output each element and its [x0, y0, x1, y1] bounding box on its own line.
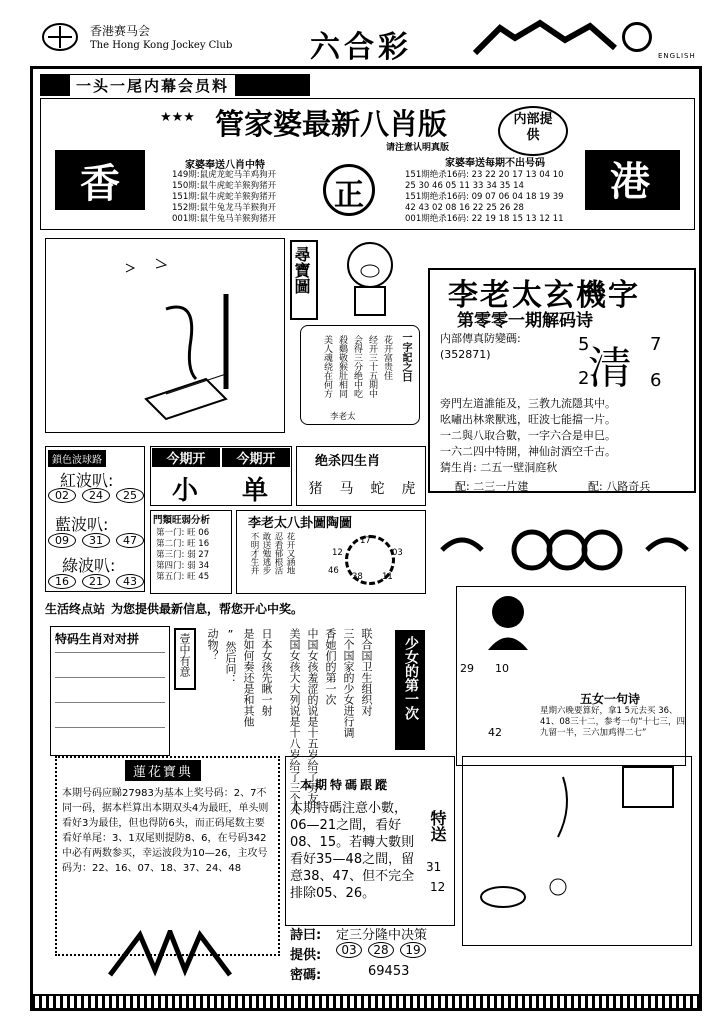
bagua-num: 17	[360, 536, 371, 546]
phone-label: 内部傳真防變碼:	[440, 332, 521, 345]
scroll-col: 殺鷄敬猴肚相同	[337, 335, 347, 398]
scroll-col: 经开三十五期中	[367, 335, 377, 398]
provide-ball: 03	[336, 942, 362, 958]
main-title: 管家婆最新八肖版	[215, 107, 448, 141]
story-col: 日本女孩先瞅一射	[260, 628, 273, 716]
track-text: 本期特碼注意小數，06—21之間，看好08、15。若轉大數則看好35—48之間，留意38、47、但不完全排除05、26。	[290, 801, 415, 901]
red-label: 紅波叭:	[60, 471, 114, 490]
big-char: 清	[588, 343, 632, 394]
wuxing-text: 星期六晚要算好，拿1 5元去买 36、41、08三十二，参考一句“十七三，四九留一半，三六加鸡得二七”	[540, 706, 686, 738]
green-ball: 16	[48, 574, 76, 589]
door-list	[156, 528, 230, 583]
life-bar	[45, 600, 430, 620]
provide-ball: 28	[368, 942, 394, 958]
door-title: 門類旺弱分析	[153, 515, 211, 526]
poem-lines	[440, 396, 690, 476]
header-org-cn: 香港赛马会	[90, 24, 151, 38]
scroll-col: 花开富贵佳	[382, 335, 392, 380]
kill4-title: 绝杀四生肖	[315, 454, 381, 469]
kill4-item: 马	[339, 481, 354, 497]
header-english: ENGLISH	[658, 52, 696, 60]
side-left-char: 香	[80, 160, 120, 207]
poem-line: 一二與八取合數，一字六合是申巳。	[440, 429, 616, 442]
story-col: ”然后问：	[224, 628, 237, 685]
eight-list-item: 150期:鼠牛虎蛇羊猴狗猪开	[172, 181, 277, 191]
poem-line: 旁門左道誰能及，三教九流隱其中。	[440, 397, 616, 410]
bagua-title: 李老太八卦圖陶圖	[248, 516, 353, 531]
header-horses-image	[470, 18, 620, 58]
green-nums	[48, 574, 144, 589]
secret-label: 密碼:	[290, 968, 322, 983]
corner-num: 6	[650, 370, 662, 391]
story-col: 香她们的第一次	[324, 628, 337, 705]
right-num: 29	[460, 662, 474, 675]
kill-list	[405, 170, 585, 225]
eight-list-item: 151期:鼠牛虎蛇羊猴狗猪开	[172, 192, 277, 202]
story-col: 是如何奏还是和其他	[242, 628, 255, 727]
blue-ball: 47	[116, 533, 144, 548]
banner-text: 一头一尾内幕会员料	[70, 75, 235, 96]
wave-title: 鎖色波球路	[48, 450, 106, 467]
story-col: 中国女孩羞涩的说是十五岁给了男友。	[306, 628, 319, 815]
te-num: 12	[430, 880, 446, 894]
pig-mascot-image	[325, 235, 415, 320]
poem-q: 詩曰:	[290, 928, 322, 943]
poem-a: 定三分隆中决策	[336, 928, 428, 943]
kill4-item: 虎	[401, 481, 416, 497]
xunbao-label: 尋寶圖	[290, 240, 318, 320]
scroll-col: 美人魂绕在何方	[322, 335, 332, 398]
pair-title: 特码生肖对对拼	[55, 632, 140, 646]
provide-nums	[336, 942, 426, 958]
poem-line: 吆嘯出林衆獸逃，旺波七能擋一片。	[440, 413, 616, 426]
bagua-text: 敢送勉逃步	[261, 532, 271, 575]
provide-ball: 19	[400, 942, 426, 958]
inner-offer-text: 内部提供	[513, 112, 553, 143]
red-ball: 25	[116, 488, 144, 503]
door-row: 第二门: 旺 16	[156, 539, 210, 549]
lianhua-text: 本期号码应睇27983为基本上奖号码：2、7不同一码，据本栏算出本期双头4为最旺，单头则看好3为最佳，但也得防6头，而正码尾数主要看好单尾：3、1双尾则提防8、6，在号码342中必有两数参买，幸运波段为10—26，主攻号码为：22、16、07、18、37、24、48	[62, 788, 269, 874]
today-val-1: 小	[172, 476, 199, 506]
poem-line: 一六二四中特開，神仙討酒空千古。	[440, 445, 616, 458]
red-nums	[48, 488, 144, 503]
bagua-num: 03	[392, 548, 403, 558]
story-side: 少女的第一次	[395, 630, 425, 750]
kill-list-item: 151期绝杀16码: 23 22 20 17 13 04 10	[405, 170, 564, 180]
blue-ball: 09	[48, 533, 76, 548]
door-row: 第三门: 弱 27	[156, 550, 210, 560]
scroll-col: 会得三分绝中吃	[352, 335, 362, 398]
te-num: 31	[426, 860, 442, 874]
te-send: 特送	[428, 810, 447, 842]
kill-list-item: 151期绝杀16码: 09 07 06 04 18 19 39	[405, 192, 564, 202]
red-ball: 24	[82, 488, 110, 503]
eight-list	[172, 170, 322, 225]
rings-banner	[432, 520, 696, 580]
bagua-text: 花开又涵地	[285, 532, 295, 575]
bottom-border	[32, 994, 700, 1008]
green-ball: 43	[116, 574, 144, 589]
story-col: 动物？	[206, 628, 219, 661]
today-open-2: 今期开	[222, 448, 290, 467]
main-title-deco: ★★★	[160, 110, 195, 125]
pei-2: 配: 八路奇兵	[588, 480, 651, 493]
kill-list-item: 42 43 02 08 16 22 25 26 28	[405, 203, 524, 213]
red-ball: 02	[48, 488, 76, 503]
today-open-1: 今期开	[152, 448, 220, 467]
bagua-num: 11	[382, 572, 393, 582]
pei-1: 配: 二三一片建	[455, 480, 529, 493]
secret-code: 69453	[368, 964, 410, 979]
ltx-title: 李老太玄機字	[448, 278, 640, 313]
corner-num: 7	[650, 334, 662, 355]
life-slogan: 为您提供最新信息，帮您开心中奖。	[111, 602, 304, 616]
blue-label: 藍波叭:	[55, 515, 109, 534]
guess-line: 猜生肖: 二五一壁洞庭秋	[440, 461, 558, 474]
logo-icon	[40, 20, 80, 54]
kill4-row	[300, 478, 424, 498]
green-label: 綠波叭:	[62, 556, 116, 575]
notice-text: 请注意认明真版	[386, 143, 450, 153]
right-num: 42	[488, 726, 502, 739]
lotus-image	[100, 930, 240, 980]
pair-grid	[55, 648, 165, 752]
green-ball: 21	[82, 574, 110, 589]
kill4-item: 猪	[308, 481, 323, 497]
poem-title: 第零零一期解码诗	[457, 311, 593, 331]
track-title: 本期特碼跟蹤	[300, 778, 391, 792]
bagua-text: 忍看郁根活	[273, 532, 283, 575]
kill4-item: 蛇	[370, 481, 385, 497]
treasure-drawing	[45, 238, 285, 433]
bagua-text: 不明才生并	[249, 532, 259, 575]
lianhua-title: 蓮花寶典	[125, 760, 201, 781]
door-row: 第一门: 旺 06	[156, 528, 210, 538]
header-org-en: The Hong Kong Jockey Club	[90, 40, 233, 51]
xingwen-label: 壹中有意	[174, 628, 196, 690]
door-row: 第五门: 旺 45	[156, 572, 210, 582]
phone-code: (352871)	[440, 348, 491, 361]
life-title: 生活终点站	[45, 602, 106, 616]
today-val-2: 单	[242, 476, 269, 506]
kill-header: 家婆奉送每期不出号码	[445, 158, 545, 169]
side-right-char: 港	[610, 158, 650, 205]
story-col: 三个国家的少女进行调	[342, 628, 355, 738]
header-circle-logo	[622, 22, 652, 52]
story-col: 美国女孩大大列说是十八岁给了三个人	[288, 628, 301, 815]
provide-label: 提供:	[290, 948, 322, 963]
zheng-char: 正	[334, 178, 364, 213]
bagua-num: 38	[352, 572, 363, 582]
story-col: 联合国卫生组织对	[360, 628, 373, 716]
portrait-image	[478, 590, 538, 650]
corner-num: 5	[578, 334, 590, 355]
blue-ball: 31	[82, 533, 110, 548]
scroll-title: 一字記之曰	[400, 332, 411, 382]
blue-nums	[48, 533, 144, 548]
bottom-picture	[462, 756, 692, 946]
eight-list-item: 149期:鼠虎龙蛇马羊鸡狗开	[172, 170, 277, 180]
kill-list-item: 25 30 46 05 11 33 34 35 14	[405, 181, 524, 191]
scroll-signature: 李老太	[330, 412, 356, 422]
eight-list-item: 152期:鼠牛兔龙马羊猴狗开	[172, 203, 277, 213]
eight-list-item: 001期:鼠牛兔马羊猴狗猪开	[172, 214, 277, 224]
bagua-num: 12	[332, 548, 343, 558]
kill-list-item: 001期绝杀16码: 22 19 18 15 13 12 11	[405, 214, 564, 224]
eight-header: 家婆奉送八肖中特	[185, 160, 265, 171]
corner-num: 2	[578, 368, 590, 389]
bagua-num: 46	[328, 566, 339, 576]
wuxing-title: 五女一句诗	[580, 692, 641, 706]
right-num: 10	[495, 662, 509, 675]
header-title: 六合彩	[310, 30, 412, 65]
door-row: 第四门: 弱 34	[156, 561, 210, 571]
